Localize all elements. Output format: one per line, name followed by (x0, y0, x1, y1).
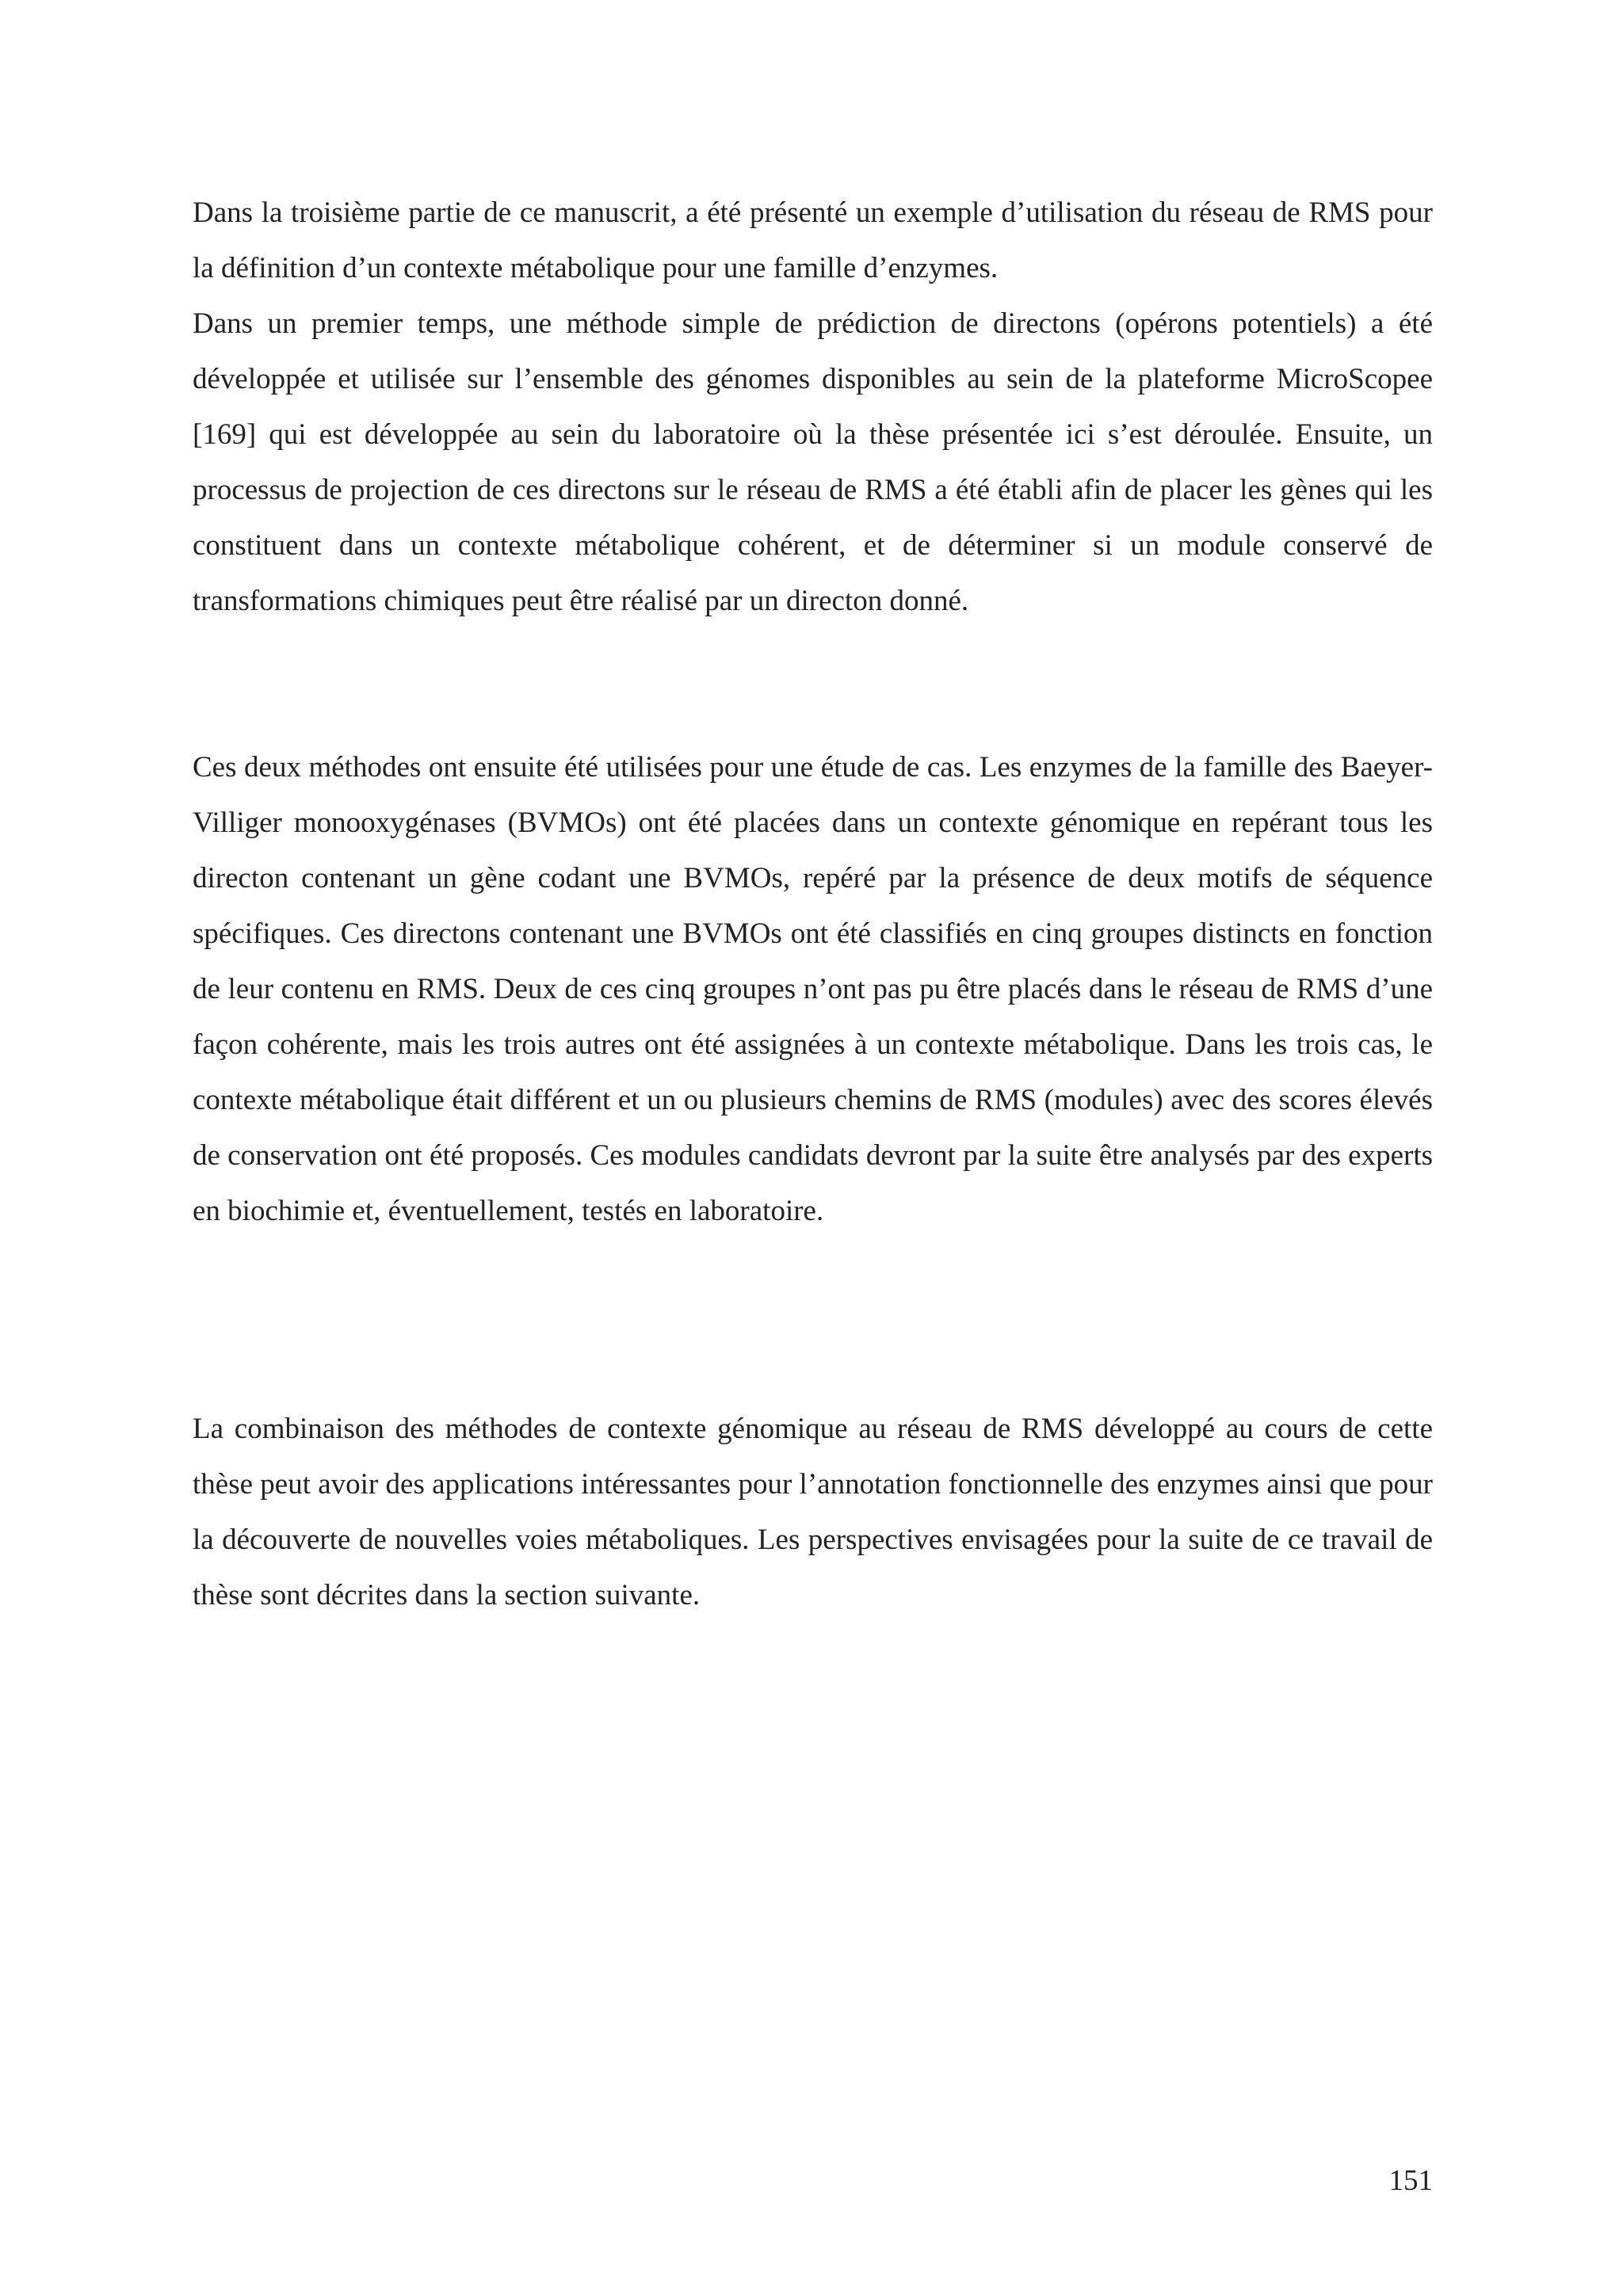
paragraph: Ces deux méthodes ont ensuite été utilisées pour une étude de cas. Les enzymes de la famille des Baeyer-Villiger monooxygénases (BVMOs) ont été placées dans un contexte génomique en repérant tous les directon contenant un gène codant une BVMOs, repéré par la présence de deux motifs de séquence spécifiques. Ces directons contenant une BVMOs ont été classifiés en cinq groupes distincts en fonction de leur contenu en RMS. Deux de ces cinq groupes n’ont pas pu être placés dans le réseau de RMS d’une façon cohérente, mais les trois autres ont été assignées à un contexte métabolique. Dans les trois cas, le contexte métabolique était différent et un ou plusieurs chemins de RMS (modules) avec des scores élevés de conservation ont été proposés. Ces modules candidats devront par la suite être analysés par des experts en biochimie et, éventuellement, testés en laboratoire. (193, 751, 1433, 1227)
page-number: 151 (1388, 2164, 1433, 2197)
text-section-1 (193, 185, 1433, 629)
text-section-2 (193, 740, 1433, 1239)
paragraph: Dans un premier temps, une méthode simple de prédiction de directons (opérons potentiels) a été développée et utilisée sur l’ensemble des génomes disponibles au sein de la plateforme MicroScopee [169] qui est développée au sein du laboratoire où la thèse présentée ici s’est déroulée. Ensuite, un processus de projection de ces directons sur le réseau de RMS a été établi afin de placer les gènes qui les constituent dans un contexte métabolique cohérent, et de déterminer si un module conservé de transformations chimiques peut être réalisé par un directon donné. (193, 307, 1433, 617)
text-section-3 (193, 1402, 1433, 1623)
paragraph: Dans la troisième partie de ce manuscrit, a été présenté un exemple d’utilisation du réseau de RMS pour la définition d’un contexte métabolique pour une famille d’enzymes. (193, 196, 1433, 284)
paragraph: La combinaison des méthodes de contexte génomique au réseau de RMS développé au cours de cette thèse peut avoir des applications intéressantes pour l’annotation fonctionnelle des enzymes ainsi que pour la découverte de nouvelles voies métaboliques. Les perspectives envisagées pour la suite de ce travail de thèse sont décrites dans la section suivante. (193, 1413, 1433, 1611)
